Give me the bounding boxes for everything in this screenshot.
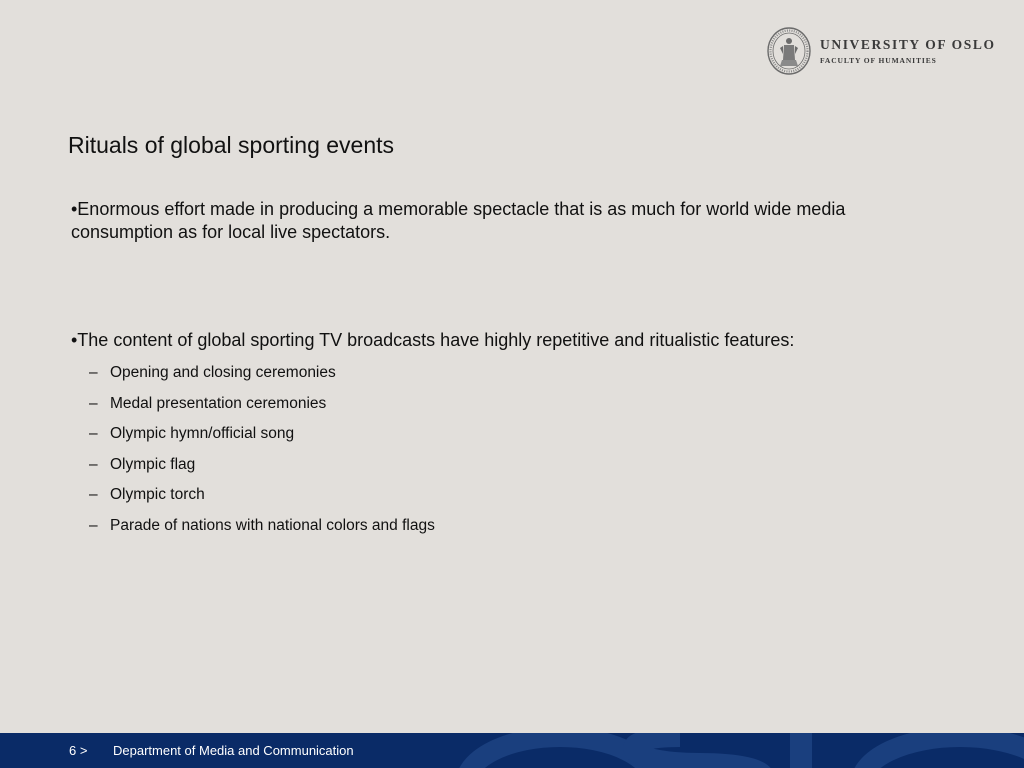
- sub-bullet-text: Opening and closing ceremonies: [110, 364, 336, 381]
- sub-bullet-item: [89, 516, 435, 547]
- sub-bullet-item: [89, 394, 435, 425]
- footer-bar: [0, 733, 1024, 768]
- sub-bullet-item: [89, 485, 435, 516]
- dash-marker: –: [89, 394, 98, 412]
- sub-bullet-text: Olympic flag: [110, 455, 196, 473]
- sub-bullet-text: Parade of nations with national colors and flags: [110, 516, 435, 534]
- page-number: 6 >: [69, 743, 88, 758]
- dash-marker: –: [89, 516, 98, 534]
- sub-bullet-text: Olympic hymn/official song: [110, 425, 295, 443]
- university-logo: [766, 26, 1006, 78]
- sub-bullet-text: Olympic torch: [110, 486, 205, 504]
- university-seal-icon: [766, 26, 812, 76]
- bullet-point-1: •Enormous effort made in producing a memorable spectacle that is as much for world wide media consumption as for local live spectators.: [71, 199, 846, 242]
- dash-marker: –: [89, 455, 98, 473]
- department-name: Department of Media and Communication: [113, 743, 354, 758]
- dash-marker: –: [89, 364, 98, 381]
- dash-marker: –: [89, 486, 98, 504]
- university-name: UNIVERSITY OF OSLO: [820, 37, 996, 52]
- sub-bullet-list: [89, 363, 435, 547]
- slide-title: Rituals of global sporting events: [68, 132, 395, 158]
- sub-bullet-item: [89, 424, 435, 455]
- bullet-point-2: •The content of global sporting TV broadcasts have highly repetitive and ritualistic features:: [71, 330, 795, 350]
- sub-bullet-item: [89, 455, 435, 486]
- faculty-name: FACULTY OF HUMANITIES: [820, 56, 937, 65]
- dash-marker: –: [89, 425, 98, 443]
- sub-bullet-item: [89, 363, 435, 394]
- sub-bullet-text: Medal presentation ceremonies: [110, 394, 327, 412]
